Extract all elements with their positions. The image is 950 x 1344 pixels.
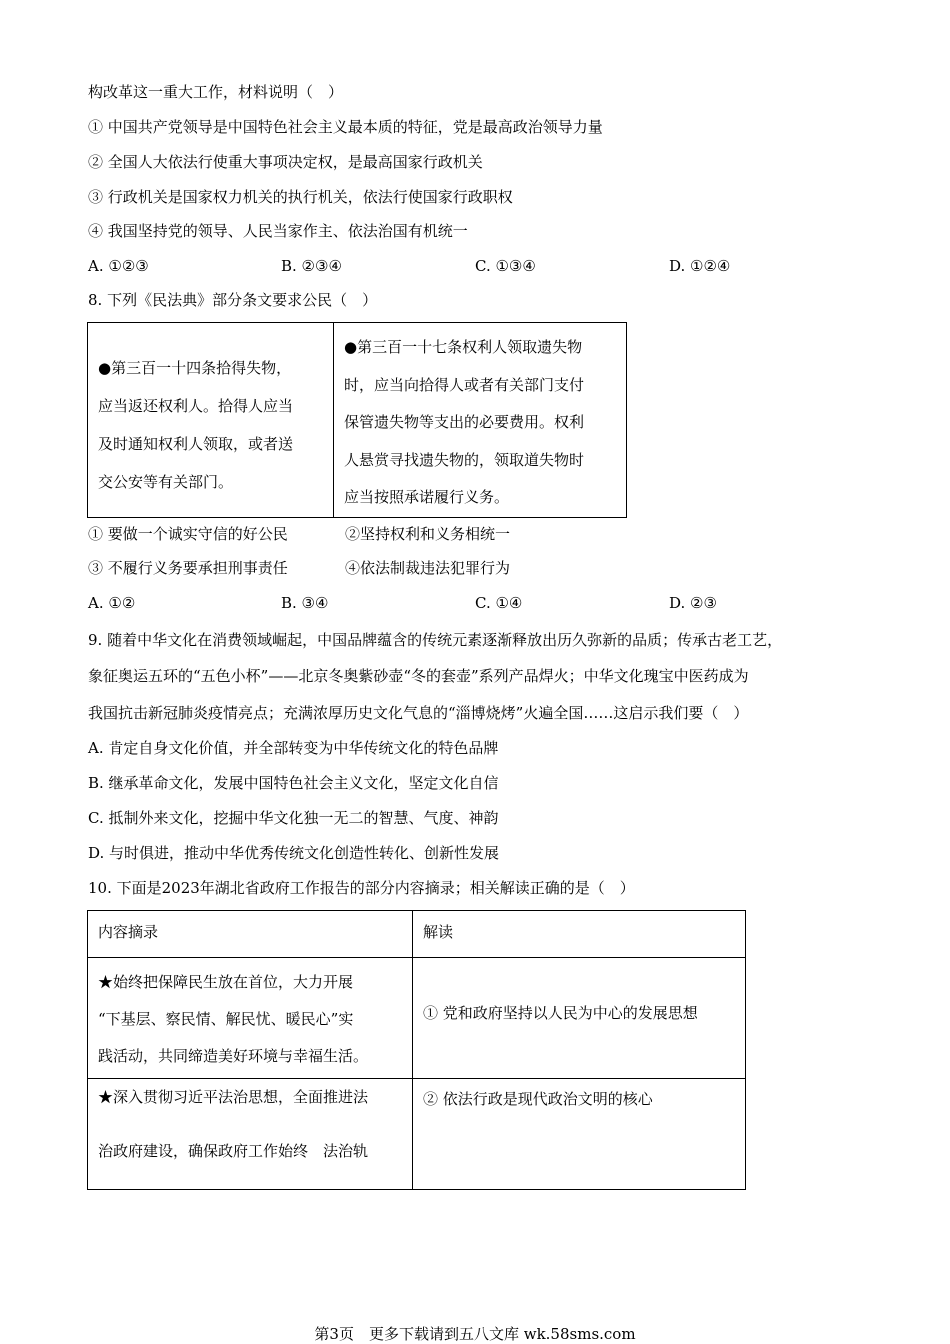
page-footer: 第3页 更多下载请到五八文库 wk.58sms.com xyxy=(314,1325,636,1343)
q9-option-a[interactable]: A. 肯定自身文化价值，并全部转变为中华传统文化的特色品牌 xyxy=(88,739,499,757)
q7-option-c[interactable]: C. ①③④ xyxy=(475,257,536,275)
q8-item-2: ②坚持权利和义务相统一 xyxy=(345,525,511,543)
q8-article-314-cell xyxy=(88,323,334,518)
q8-right-line: 保管遗失物等支出的必要费用。权利 xyxy=(344,413,585,431)
q8-right-line: 应当按照承诺履行义务。 xyxy=(344,488,510,506)
q8-options xyxy=(88,593,848,613)
q9-option-d[interactable]: D. 与时俱进，推动中华优秀传统文化创造性转化、创新性发展 xyxy=(88,844,500,862)
q7-options xyxy=(88,256,848,276)
q8-option-c[interactable]: C. ①④ xyxy=(475,594,523,612)
q9-stem-line-3: 我国抗击新冠肺炎疫情亮点；充满浓厚历史文化气息的“淄博烧烤”火遍全国……这启示我们要（ ） xyxy=(88,704,749,722)
q8-right-line: ●第三百一十七条权利人领取遗失物 xyxy=(344,338,583,356)
q8-right-line: 人悬赏寻找遗失物的，领取道失物时 xyxy=(344,450,585,469)
q9-option-b[interactable]: B. 继承革命文化，发展中国特色社会主义文化，坚定文化自信 xyxy=(88,774,499,792)
q8-option-b[interactable]: B. ③④ xyxy=(281,594,329,612)
q10-header-excerpt: 内容摘录 xyxy=(88,911,413,958)
q8-option-a[interactable]: A. ①② xyxy=(88,594,136,612)
q7-option-d[interactable]: D. ①②④ xyxy=(669,257,731,275)
q10-excerpt-line: “下基层、察民情、解民忧、暖民心”实 xyxy=(98,1010,354,1028)
q10-excerpt-cell-1 xyxy=(88,958,413,1079)
q7-item-4: ④ 我国坚持党的领导、人民当家作主、依法治国有机统一 xyxy=(88,222,468,240)
q7-stem: 构改革这一重大工作，材料说明（ ） xyxy=(88,83,344,101)
q10-table-row xyxy=(88,958,746,1079)
q8-left-line: 应当返还权利人。拾得人应当 xyxy=(98,397,294,415)
q9-option-c[interactable]: C. 抵制外来文化，挖掘中华文化独一无二的智慧、气度、神韵 xyxy=(88,809,499,827)
q10-header-interpretation: 解读 xyxy=(413,911,746,958)
q10-excerpt-line: ★深入贯彻习近平法治思想，全面推进法 xyxy=(98,1088,369,1106)
q8-left-line: 及时通知权利人领取，或者送 xyxy=(98,435,294,453)
q10-table-row xyxy=(88,1079,746,1190)
q8-article-317-cell xyxy=(334,323,627,518)
q9-stem-line-1: 9. 随着中华文化在消费领域崛起，中国品牌蕴含的传统元素逐渐释放出历久弥新的品质；传承古老工艺， xyxy=(88,631,783,649)
q10-interpretation-cell-2: ② 依法行政是现代政治文明的核心 xyxy=(413,1079,746,1190)
q10-excerpt-line: 治政府建设，确保政府工作始终 法治轨 xyxy=(98,1142,369,1160)
q8-item-4: ④依法制裁违法犯罪行为 xyxy=(345,559,511,577)
q10-table-header-row xyxy=(88,911,746,958)
q7-option-a[interactable]: A. ①②③ xyxy=(88,257,149,275)
q10-stem: 10. 下面是2023年湖北省政府工作报告的部分内容摘录；相关解读正确的是（ ） xyxy=(88,879,635,897)
q10-excerpt-cell-2 xyxy=(88,1079,413,1190)
q10-excerpt-line: 践活动，共同缔造美好环境与幸福生活。 xyxy=(98,1047,369,1065)
q8-option-d[interactable]: D. ②③ xyxy=(669,594,717,612)
q8-item-1: ① 要做一个诚实守信的好公民 xyxy=(88,525,288,543)
q10-interpretation-cell-1: ① 党和政府坚持以人民为中心的发展思想 xyxy=(413,958,746,1079)
q7-item-2: ② 全国人大依法行使重大事项决定权，是最高国家行政机关 xyxy=(88,153,483,171)
q7-item-3: ③ 行政机关是国家权力机关的执行机关，依法行使国家行政职权 xyxy=(88,188,513,206)
q8-left-line: 交公安等有关部门。 xyxy=(98,473,234,491)
q7-option-b[interactable]: B. ②③④ xyxy=(281,257,342,275)
q10-excerpt-line: ★始终把保障民生放在首位，大力开展 xyxy=(98,973,354,991)
q8-item-3: ③ 不履行义务要承担刑事责任 xyxy=(88,559,288,577)
q8-civil-code-table xyxy=(87,322,627,518)
q8-right-line: 时，应当向拾得人或者有关部门支付 xyxy=(344,375,585,394)
q8-left-line: ●第三百一十四条拾得失物， xyxy=(98,359,292,377)
q8-stem: 8. 下列《民法典》部分条文要求公民（ ） xyxy=(88,291,378,309)
q10-report-table xyxy=(87,910,746,1190)
q7-item-1: ① 中国共产党领导是中国特色社会主义最本质的特征，党是最高政治领导力量 xyxy=(88,118,603,136)
q9-stem-line-2: 象征奥运五环的“五色小杯”——北京冬奥紫砂壶“冬的套壶”系列产品焊火；中华文化瑰宝中医药成为 xyxy=(88,667,749,685)
q8-items-row-2 xyxy=(88,558,511,578)
q8-items-row-1 xyxy=(88,524,511,544)
